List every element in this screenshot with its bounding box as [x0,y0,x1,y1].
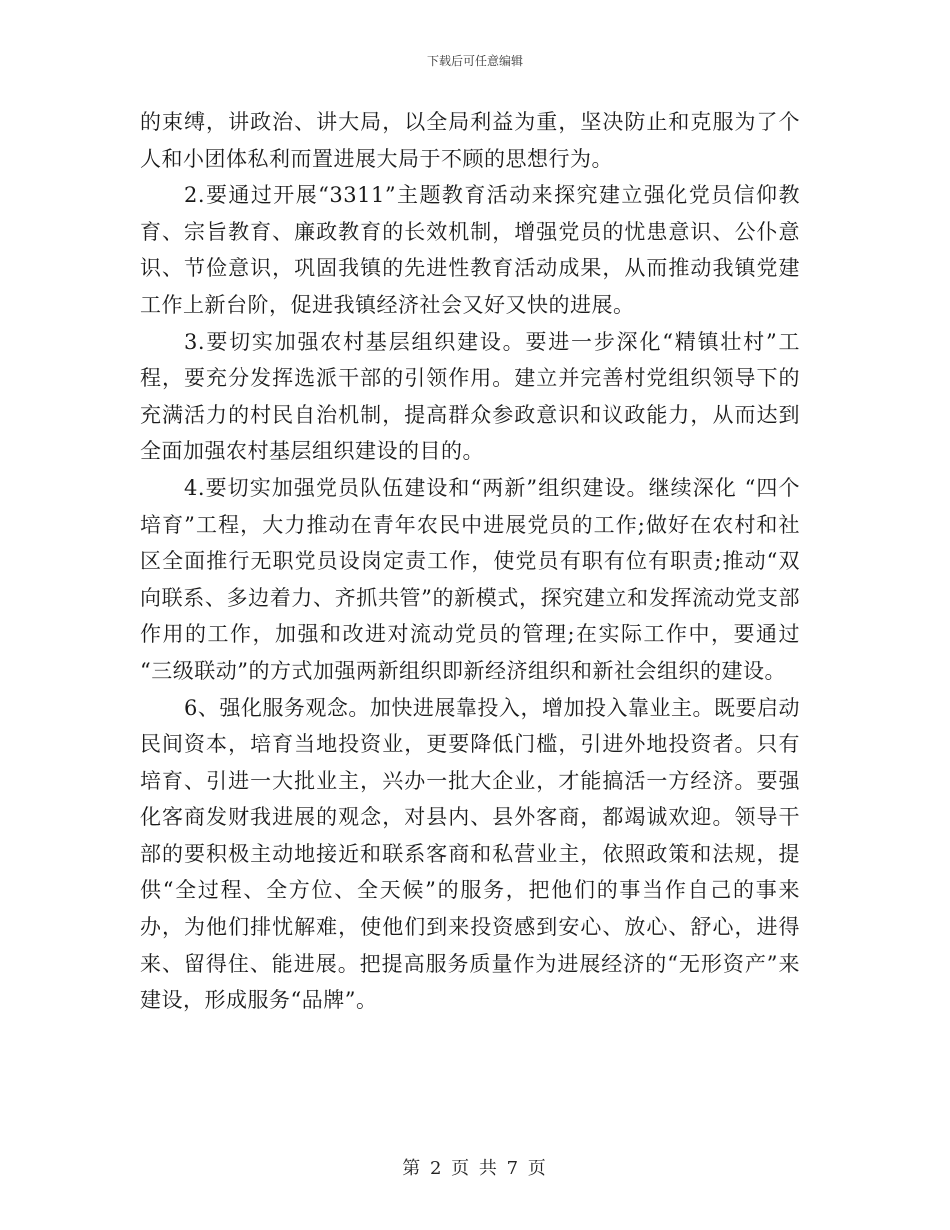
paragraph-item-3: 3.要切实加强农村基层组织建设。要进一步深化“精镇壮村”工程，要充分发挥选派干部的引领作用。建立并完善村党组织领导下的充满活力的村民自治机制，提高群众参政意识和议政能力，从而达到全面加强农村基层组织建设的目的。 [140,329,800,464]
page-number-footer: 第 2 页 共 7 页 [402,1158,548,1179]
paragraph-item-6: 6、强化服务观念。加快进展靠投入，增加投入靠业主。既要启动民间资本，培育当地投资业，更要降低门槛，引进外地投资者。只有培育、引进一大批业主，兴办一批大企业，才能搞活一方经济。要强化客商发财我进展的观念，对县内、县外客商，都竭诚欢迎。领导干部的要积极主动地接近和联系客商和私营业主，依照政策和法规，提供“全过程、全方位、全天候”的服务，把他们的事当作自己的事来办，为他们排忧解难，使他们到来投资感到安心、放心、舒心，进得来、留得住、能进展。把提高服务质量作为进展经济的“无形资产”来建设，形成服务“品牌”。 [140,695,800,1013]
paragraph-continuation: 的束缚，讲政治、讲大局，以全局利益为重，坚决防止和克服为了个人和小团体私利而置进展大局于不顾的思想行为。 [140,110,800,171]
document-body [140,104,800,1019]
paragraph-item-4: 4.要切实加强党员队伍建设和“两新”组织建设。继续深化 “四个培育”工程，大力推动在青年农民中进展党员的工作;做好在农村和社区全面推行无职党员设岗定责工作，使党员有职有位有职责;推动“双向联系、多边着力、齐抓共管”的新模式，探究建立和发挥流动党支部作用的工作，加强和改进对流动党员的管理;在实际工作中，要通过 “三级联动”的方式加强两新组织即新经济组织和新社会组织的建设。 [140,475,800,683]
page-header-note: 下载后可任意编辑 [426,54,523,68]
paragraph-item-2: 2.要通过开展“3311”主题教育活动来探究建立强化党员信仰教育、宗旨教育、廉政教育的长效机制，增强党员的忧患意识、公仆意识、节俭意识，巩固我镇的先进性教育活动成果，从而推动我镇党建工作上新台阶，促进我镇经济社会又好又快的进展。 [140,183,800,317]
